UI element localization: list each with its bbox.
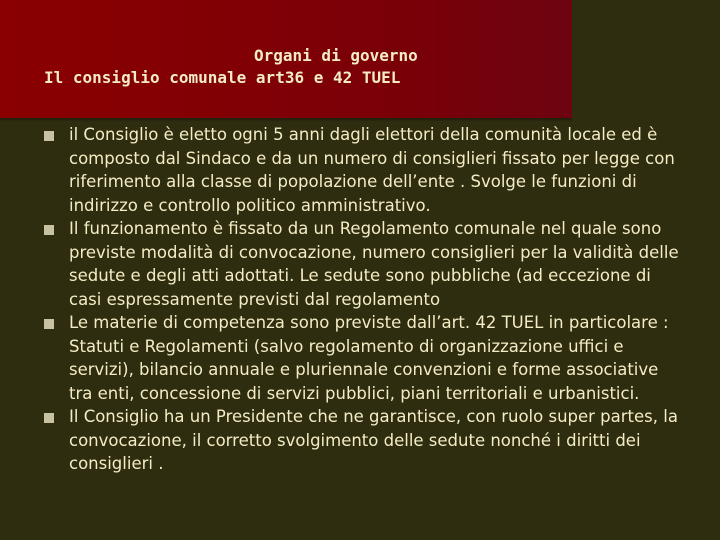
square-bullet-icon [44,225,54,235]
bullet-item [44,217,684,311]
slide-title [44,45,464,89]
title-line-1: Organi di governo [254,46,418,65]
bullet-text: il Consiglio è eletto ogni 5 anni dagli elettori della comunità locale ed è composto dal Sindaco e da un numero di consiglieri fissato per legge con riferimento alla classe di popolazione dell’ente . Svolge le funzioni di indirizzo e controllo politico amministrativo. [69,125,675,215]
square-bullet-icon [44,131,54,141]
bullet-text: Il funzionamento è fissato da un Regolamento comunale nel quale sono previste modalità di convocazione, numero consiglieri per la validità delle sedute e degli atti adottati. Le sedute sono pubbliche (ad eccezione di casi espressamente previsti dal regolamento [69,219,679,309]
square-bullet-icon [44,319,54,329]
bullet-item [44,311,684,405]
square-bullet-icon [44,413,54,423]
bullet-list [44,123,684,476]
title-line-2: Il consiglio comunale art36 e 42 TUEL [44,68,401,87]
bullet-item [44,405,684,476]
bullet-text: Le materie di competenza sono previste dall’art. 42 TUEL in particolare : Statuti e Regolamenti (salvo regolamento di organizzazione uffici e servizi), bilancio annuale e pluriennale convenzioni e forme associative tra enti, concessione di servizi pubblici, piani territoriali e urbanistici. [69,313,669,403]
bullet-item [44,123,684,217]
bullet-text: Il Consiglio ha un Presidente che ne garantisce, con ruolo super partes, la convocazione, il corretto svolgimento delle sedute nonché i diritti dei consiglieri . [69,407,678,473]
